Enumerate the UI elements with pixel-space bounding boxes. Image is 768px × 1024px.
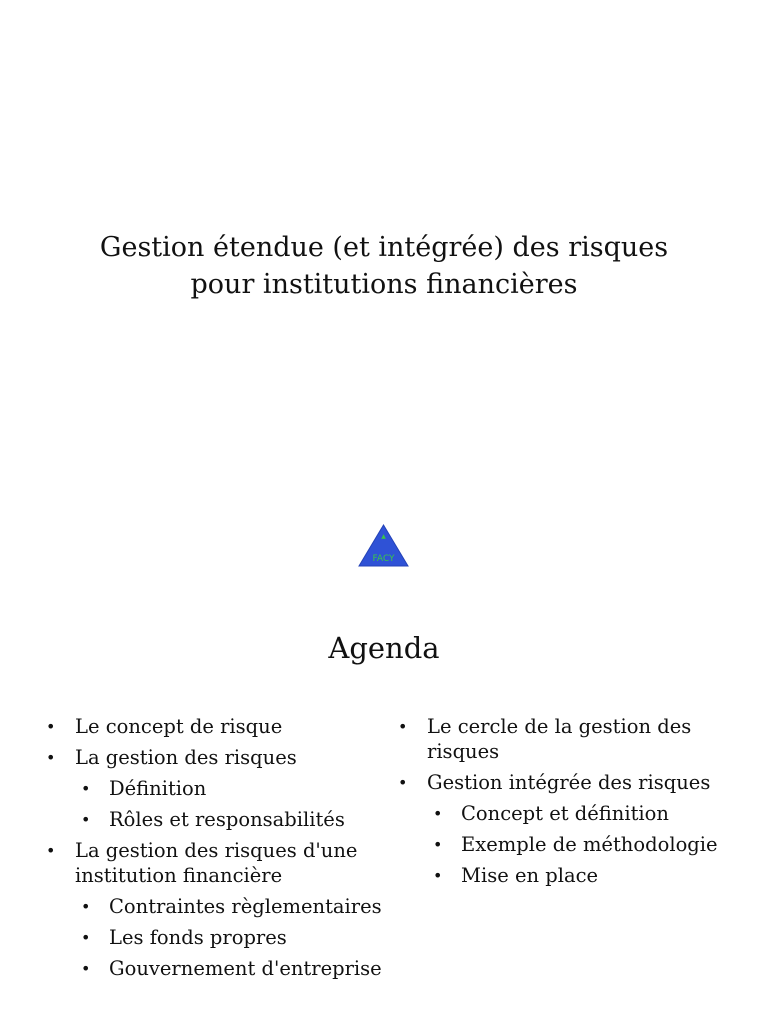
agenda-item [396, 770, 736, 888]
agenda-subitem-label: Définition [109, 777, 207, 800]
agenda-item-label: La gestion des risques d'une institution financière [75, 839, 358, 887]
agenda-item-label: La gestion des risques [75, 746, 297, 769]
agenda-subitem [431, 832, 736, 857]
agenda-subitem [79, 776, 384, 801]
slide-title [30, 229, 738, 303]
agenda-left-column [44, 714, 384, 987]
agenda-item-label: Le cercle de la gestion des risques [427, 715, 692, 763]
agenda-subitem-label: Gouvernement d'entreprise [109, 957, 382, 980]
agenda-subitem-label: Rôles et responsabilités [109, 808, 345, 831]
agenda-item [44, 838, 384, 981]
agenda-subitem [431, 863, 736, 888]
agenda-item-label: Le concept de risque [75, 715, 283, 738]
agenda-subitem-label: Concept et définition [461, 802, 669, 825]
agenda-sublist [431, 801, 736, 888]
logo-text: FACY [372, 554, 395, 564]
slide-title-line1: Gestion étendue (et intégrée) des risques [99, 232, 669, 263]
agenda-subitem-label: Mise en place [461, 864, 599, 887]
agenda-heading: Agenda [328, 631, 440, 665]
agenda-subitem [79, 925, 384, 950]
triangle-logo-icon [358, 524, 409, 567]
logo-small-mark: ▲ [381, 533, 386, 540]
agenda-item [44, 714, 384, 739]
agenda-item [396, 714, 736, 764]
agenda-subitem [79, 807, 384, 832]
agenda-sublist [79, 776, 384, 832]
agenda-item [44, 745, 384, 832]
agenda-subitem-label: Les fonds propres [109, 926, 287, 949]
agenda-subitem [79, 956, 384, 981]
agenda-item-label: Gestion intégrée des risques [427, 771, 711, 794]
slide-title-line2: pour institutions financières [190, 269, 578, 300]
agenda-subitem [79, 894, 384, 919]
agenda-right-column [396, 714, 736, 894]
agenda-subitem-label: Exemple de méthodologie [461, 833, 718, 856]
agenda-subitem [431, 801, 736, 826]
agenda-sublist [79, 894, 384, 981]
agenda-subitem-label: Contraintes règlementaires [109, 895, 382, 918]
